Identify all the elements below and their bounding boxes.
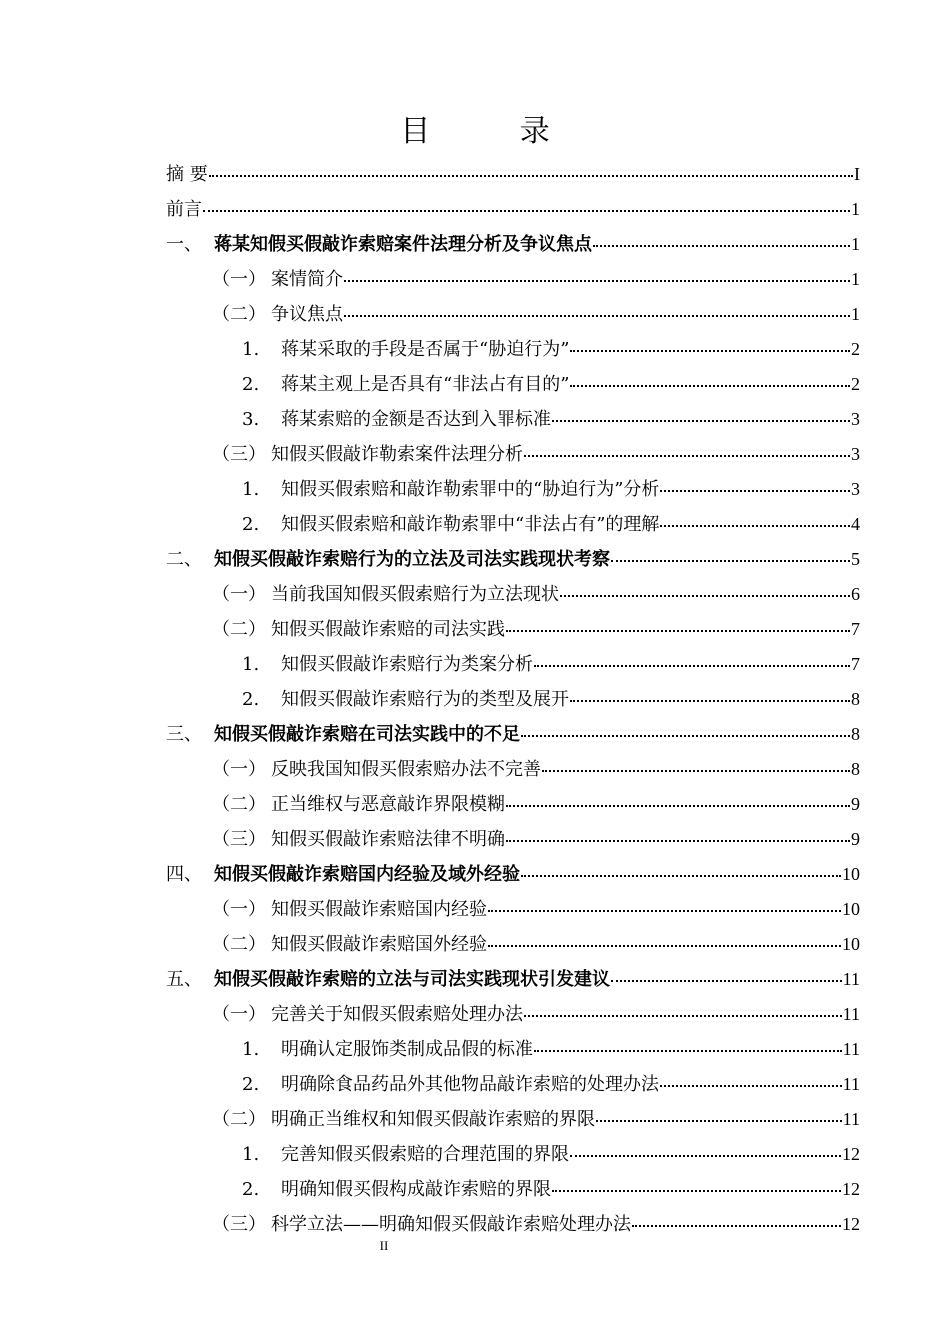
toc-entry[interactable] [212, 1207, 860, 1242]
toc-entry[interactable] [166, 857, 860, 892]
toc-entry-number: （一） [212, 269, 266, 290]
toc-entry[interactable] [242, 1032, 860, 1067]
leader-dots [488, 945, 841, 947]
toc-entry[interactable] [242, 402, 860, 437]
toc-entry-number: （一） [212, 899, 266, 920]
leader-dots [344, 280, 850, 282]
leader-dots [660, 1085, 842, 1087]
toc-entry-number: 1. [242, 1144, 260, 1165]
toc-entry-number: 2. [242, 514, 260, 535]
leader-dots [570, 385, 850, 387]
leader-dots [524, 455, 850, 457]
toc-entry-text: 摘 要 [166, 164, 208, 185]
toc-entry-text: 知假买假敲诈索赔的立法与司法实践现状引发建议 [214, 969, 610, 990]
toc-entry-number: （二） [212, 794, 266, 815]
toc-page-number: 9 [851, 829, 860, 849]
toc-entry-number: 2. [242, 374, 260, 395]
leader-dots [570, 700, 850, 702]
toc-entry[interactable] [242, 682, 860, 717]
toc-entry-number: 五、 [166, 969, 202, 990]
leader-dots [488, 910, 841, 912]
toc-entry-number: 2. [242, 1074, 260, 1095]
leader-dots [521, 735, 850, 737]
toc-page-number: 11 [842, 1074, 860, 1094]
toc-entry-number: （二） [212, 1109, 266, 1130]
toc-entry-text: 明确认定服饰类制成品假的标准 [281, 1039, 533, 1060]
leader-dots [560, 595, 850, 597]
toc-entry[interactable] [212, 262, 860, 297]
toc-entry[interactable] [212, 1102, 860, 1137]
toc-page-number: 8 [851, 689, 860, 709]
toc-entry-text: 明确正当维权和知假买假敲诈索赔的界限 [271, 1109, 595, 1130]
toc-page-number: 2 [851, 339, 860, 359]
toc-entry[interactable] [212, 787, 860, 822]
toc-entry-number: 1. [242, 339, 260, 360]
toc-page-number: 3 [851, 444, 860, 464]
toc-page-number: 12 [842, 1179, 860, 1199]
leader-dots [506, 630, 850, 632]
toc-entry-text: 知假买假敲诈索赔国外经验 [271, 934, 487, 955]
toc-entry[interactable] [212, 892, 860, 927]
toc-entry-number: 二、 [166, 549, 202, 570]
leader-dots [660, 525, 850, 527]
toc-entry-number: 三、 [166, 724, 202, 745]
toc-entry-text: 知假买假敲诈勒索案件法理分析 [271, 444, 523, 465]
toc-entry-number: （一） [212, 1004, 266, 1025]
toc-entry[interactable] [242, 472, 860, 507]
toc-page-number: 12 [842, 1144, 860, 1164]
toc-entry-number: （一） [212, 759, 266, 780]
leader-dots [632, 1225, 841, 1227]
toc-entry[interactable] [242, 1137, 860, 1172]
toc-entry-text: 完善关于知假买假索赔处理办法 [271, 1004, 523, 1025]
toc-page-number: 9 [851, 794, 860, 814]
toc-page-number: 11 [842, 1039, 860, 1059]
page-title: 目 录 [400, 114, 590, 149]
leader-dots [552, 420, 850, 422]
toc-entry-number: 3. [242, 409, 260, 430]
toc-page-number: 10 [842, 864, 860, 884]
toc-page-number: 11 [842, 969, 860, 989]
toc-entry-number: 1. [242, 1039, 260, 1060]
toc-entry-text: 知假买假索赔和敲诈勒索罪中“非法占有”的理解 [281, 514, 660, 535]
toc-entry-number: （一） [212, 584, 266, 605]
toc-entry[interactable] [212, 822, 860, 857]
leader-dots [524, 1015, 842, 1017]
toc-entry[interactable] [212, 297, 860, 332]
toc-entry-text: 知假买假敲诈索赔行为类案分析 [281, 654, 533, 675]
toc-page-number: 12 [842, 1214, 860, 1234]
toc-entry[interactable] [166, 157, 860, 192]
toc-entry[interactable] [166, 717, 860, 752]
toc-entry-number: （三） [212, 829, 266, 850]
toc-page-number: 7 [851, 619, 860, 639]
toc-entry-text: 知假买假敲诈索赔法律不明确 [271, 829, 505, 850]
toc-entry-number: （二） [212, 619, 266, 640]
toc-entry-number: 四、 [166, 864, 202, 885]
toc-page-number: 1 [851, 304, 860, 324]
toc-entry-text: 知假买假敲诈索赔行为的类型及展开 [281, 689, 569, 710]
toc-entry[interactable] [212, 927, 860, 962]
toc-entry-text: 明确知假买假构成敲诈索赔的界限 [281, 1179, 551, 1200]
toc-page-number: 7 [851, 654, 860, 674]
toc-entry[interactable] [242, 367, 860, 402]
toc-page-number: 10 [842, 899, 860, 919]
toc-entry-text: 知假买假敲诈索赔国内经验及域外经验 [214, 864, 520, 885]
toc-entry-number: 2. [242, 689, 260, 710]
leader-dots [506, 840, 850, 842]
toc-entry-text: 知假买假敲诈索赔国内经验 [271, 899, 487, 920]
toc-entry[interactable] [242, 1172, 860, 1207]
toc-entry[interactable] [242, 1067, 860, 1102]
toc-entry-text: 知假买假敲诈索赔在司法实践中的不足 [214, 724, 520, 745]
toc-entry[interactable] [242, 647, 860, 682]
leader-dots [542, 770, 850, 772]
toc-page-number: 10 [842, 934, 860, 954]
toc-entry[interactable] [212, 577, 860, 612]
toc-page-number: 1 [851, 199, 860, 219]
toc-page-number: 1 [851, 234, 860, 254]
leader-dots [506, 805, 850, 807]
toc-entry-text: 案情简介 [271, 269, 343, 290]
toc-entry-text: 蒋某采取的手段是否属于“胁迫行为” [281, 339, 570, 360]
toc-page-number: 3 [851, 409, 860, 429]
leader-dots [521, 875, 841, 877]
toc-entry-text: 完善知假买假索赔的合理范围的界限 [281, 1144, 569, 1165]
toc-page-number: 8 [851, 759, 860, 779]
toc-entry-text: 知假买假敲诈索赔行为的立法及司法实践现状考察 [214, 549, 610, 570]
toc-entry[interactable] [166, 962, 860, 997]
toc-entry-text: 知假买假敲诈索赔的司法实践 [271, 619, 505, 640]
toc-page-number: 3 [851, 479, 860, 499]
toc-entry[interactable] [242, 507, 860, 542]
toc-entry-text: 蒋某索赔的金额是否达到入罪标准 [281, 409, 551, 430]
toc-entry[interactable] [212, 997, 860, 1032]
toc-entry-text: 当前我国知假买假索赔行为立法现状 [271, 584, 559, 605]
toc-entry[interactable] [212, 612, 860, 647]
leader-dots [593, 245, 850, 247]
leader-dots [611, 560, 850, 562]
toc-entry-number: 一、 [166, 234, 202, 255]
toc-entry-text: 反映我国知假买假索赔办法不完善 [271, 759, 541, 780]
toc-entry-text: 知假买假索赔和敲诈勒索罪中的“胁迫行为”分析 [281, 479, 660, 500]
toc-entry-text: 蒋某主观上是否具有“非法占有目的” [281, 374, 570, 395]
toc-entry-text: 正当维权与恶意敲诈界限模糊 [271, 794, 505, 815]
toc-entry[interactable] [212, 752, 860, 787]
toc-entry[interactable] [212, 437, 860, 472]
toc-page-number: 1 [851, 269, 860, 289]
toc-entry[interactable] [166, 542, 860, 577]
toc-page-number: 5 [851, 549, 860, 569]
toc-page-number: 4 [851, 514, 860, 534]
toc-page-number: 6 [851, 584, 860, 604]
leader-dots [534, 665, 850, 667]
footer-page-number: II [379, 1238, 389, 1253]
toc-entry-number: （三） [212, 1214, 266, 1235]
leader-dots [570, 1155, 841, 1157]
leader-dots [596, 1120, 842, 1122]
toc-page-number: 2 [851, 374, 860, 394]
toc-entry[interactable] [166, 227, 860, 262]
toc-page-number: 11 [842, 1004, 860, 1024]
toc-entry-text: 蒋某知假买假敲诈索赔案件法理分析及争议焦点 [214, 234, 592, 255]
toc-entry-number: （三） [212, 444, 266, 465]
toc-entry-number: （二） [212, 934, 266, 955]
leader-dots [660, 490, 850, 492]
leader-dots [570, 350, 850, 352]
toc-entry-text: 科学立法——明确知假买假敲诈索赔处理办法 [271, 1214, 631, 1235]
leader-dots [534, 1050, 842, 1052]
toc-entry-text: 争议焦点 [271, 304, 343, 325]
leader-dots [203, 210, 850, 212]
toc-entry-text: 明确除食品药品外其他物品敲诈索赔的处理办法 [281, 1074, 659, 1095]
toc-entry[interactable] [166, 192, 860, 227]
toc-entry[interactable] [242, 332, 860, 367]
leader-dots [209, 175, 853, 177]
leader-dots [344, 315, 850, 317]
toc-page-number: I [854, 164, 860, 184]
toc-entry-number: 1. [242, 654, 260, 675]
toc-page-number: 8 [851, 724, 860, 744]
leader-dots [552, 1190, 841, 1192]
leader-dots [611, 980, 842, 982]
toc-entry-text: 前言 [166, 199, 202, 220]
toc-entry-number: 1. [242, 479, 260, 500]
toc-page-number: 11 [842, 1109, 860, 1129]
toc-entry-number: 2. [242, 1179, 260, 1200]
toc-entry-number: （二） [212, 304, 266, 325]
